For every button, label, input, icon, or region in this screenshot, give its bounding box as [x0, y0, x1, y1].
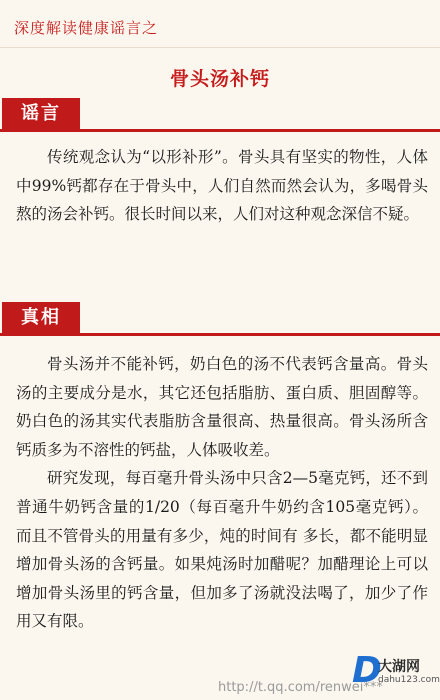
watermark-url: http://t.qq.com/renwei***	[218, 680, 383, 695]
truth-paragraph-2: 研究发现，每百毫升骨头汤中只含2—5毫克钙，还不到普通牛奶钙含量的1/20（每百毫升牛奶约含105毫克钙）。而且不管骨头的用量有多少，炖的时间有 多长，都不能明显增加骨头汤的含钙量。如果炖汤时加醋呢？加醋理论上可以增加骨头汤里的钙含量，但加多了汤就没法喝了，加少了作用又有限。	[16, 469, 428, 631]
logo-domain: dahu123.com	[378, 675, 440, 685]
truth-text	[16, 350, 428, 636]
rumor-tag: 谣言	[2, 98, 80, 129]
page-title: 骨头汤补钙	[169, 68, 270, 90]
truth-tag: 真相	[2, 302, 80, 333]
rumor-text	[16, 143, 428, 229]
site-logo	[352, 650, 440, 695]
rumor-paragraph: 传统观念认为“以形补形”。骨头具有坚实的物性，人体中99%钙都存在于骨头中，人们自然而然会认为，多喝骨头熬的汤会补钙。很长时间以来，人们对这种观念深信不疑。	[16, 148, 428, 224]
logo-name: 大湖网	[378, 659, 420, 675]
truth-paragraph-1: 骨头汤并不能补钙，奶白色的汤不代表钙含量高。骨头汤的主要成分是水，其它还包括脂肪、蛋白质、胆固醇等。奶白色的汤其实代表脂肪含量很高、热量很高。骨头汤所含钙质多为不溶性的钙盐，人体吸收差。	[16, 355, 428, 459]
truth-section-header	[0, 302, 440, 336]
rumor-section-header	[0, 98, 440, 132]
series-title: 深度解读健康谣言之	[14, 19, 159, 37]
header-band	[0, 0, 440, 48]
logo-mark-icon: D	[352, 650, 382, 691]
